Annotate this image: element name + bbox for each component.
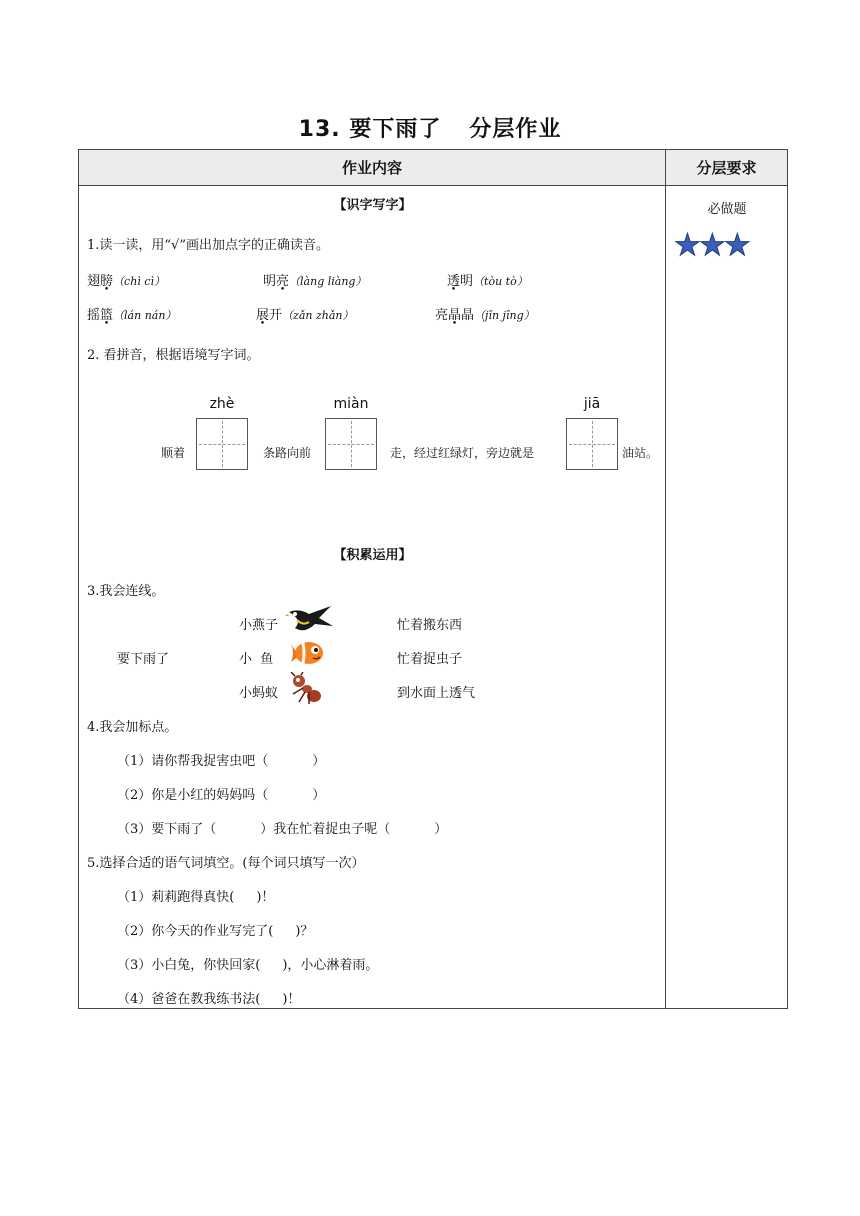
q1-item: 明亮（làng liàng）: [263, 274, 367, 289]
q3-action: 忙着搬东西: [397, 618, 463, 633]
q1-item: 翅膀（chì cì）: [87, 274, 165, 289]
q3-animal: 小蚂蚁: [239, 686, 279, 701]
tian-grid-box[interactable]: [196, 418, 248, 470]
header-content: 作业内容: [79, 150, 666, 186]
level-label: 必做题: [707, 202, 747, 217]
pinyin-label: zhè: [209, 396, 235, 412]
q3-animal: 小燕子: [239, 618, 279, 633]
q3-action: 到水面上透气: [397, 686, 476, 701]
q5-line: （2）你今天的作业写完了( )？: [117, 924, 314, 939]
q5-line: （1）莉莉跑得真快( )！: [117, 890, 275, 905]
star-icon: ★: [723, 228, 749, 263]
table-body-row: [79, 186, 788, 1009]
star-icon: ★: [674, 228, 699, 263]
q1-item: 亮晶晶（jīn jīng）: [435, 308, 535, 323]
page-title: [0, 112, 860, 143]
q4-line: （1）请你帮我捉害虫吧（ ）: [117, 754, 326, 769]
q5-line: （4）爸爸在教我练书法( )！: [117, 992, 301, 1007]
q3-center: 要下雨了: [117, 652, 170, 667]
fish-icon: [289, 638, 325, 668]
header-level: 分层要求: [666, 150, 788, 186]
q4-prompt: 4.我会加标点。: [87, 720, 178, 735]
tian-grid-box[interactable]: [325, 418, 377, 470]
q5-prompt: 5.选择合适的语气词填空。(每个词只填写一次）: [87, 856, 365, 871]
ant-icon: [287, 672, 323, 706]
q2-text: 油站。: [622, 446, 659, 460]
q1-item: 透明（tòu tò）: [447, 274, 528, 289]
lesson-name: 要下雨了: [349, 117, 442, 142]
pinyin-label: miàn: [333, 396, 369, 412]
section-accumulate: 【积累运用】: [333, 548, 412, 563]
q2-text: 条路向前: [263, 446, 312, 460]
content-cell: [79, 186, 666, 1009]
pinyin-label: jiā: [583, 396, 601, 412]
homework-table: [78, 149, 788, 1009]
swallow-icon: [285, 604, 335, 638]
q3-animal: 小 鱼: [239, 652, 274, 667]
tian-grid-box[interactable]: [566, 418, 618, 470]
page-subtitle: 分层作业: [469, 117, 562, 142]
section-literacy: 【识字写字】: [333, 198, 412, 213]
q3-prompt: 3.我会连线。: [87, 584, 165, 599]
q4-line: （3）要下雨了（ ）我在忙着捉虫子呢（ ）: [117, 822, 448, 837]
table-header-row: [79, 150, 788, 186]
q5-line: （3）小白兔，你快回家( )，小心淋着雨。: [117, 958, 379, 973]
q2-text: 走，经过红绿灯，旁边就是: [390, 446, 535, 460]
q3-action: 忙着捉虫子: [397, 652, 463, 667]
q1-prompt: 1.读一读，用“√”画出加点字的正确读音。: [87, 238, 329, 253]
difficulty-stars: [674, 228, 749, 263]
q4-line: （2）你是小红的妈妈吗（ ）: [117, 788, 326, 803]
q2-text: 顺着: [161, 446, 186, 460]
lesson-number: 13.: [298, 117, 341, 142]
q2-prompt: 2. 看拼音，根据语境写字词。: [87, 348, 260, 363]
q1-item: 摇篮（lán nán）: [87, 308, 177, 323]
q1-item: 展开（zǎn zhǎn）: [256, 308, 354, 323]
star-icon: ★: [698, 228, 724, 263]
level-cell: [666, 186, 788, 1009]
